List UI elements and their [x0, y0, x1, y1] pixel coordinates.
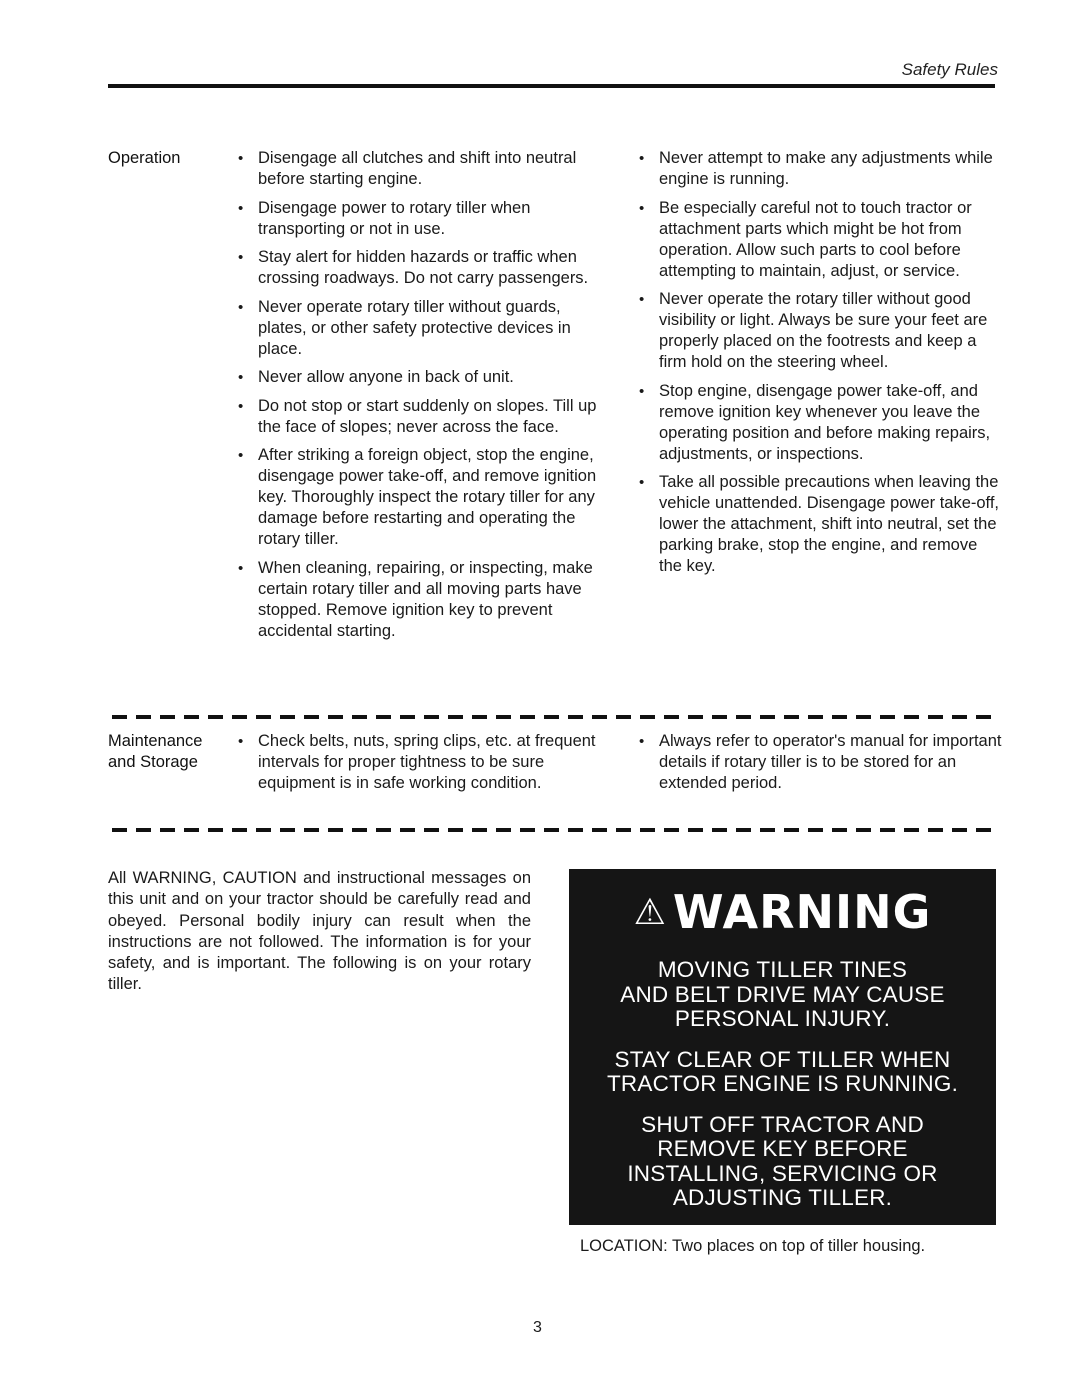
operation-right-list	[637, 148, 1002, 585]
warning-decal	[569, 869, 996, 1225]
list-item: • Never attempt to make any adjustments while engine is running.	[637, 148, 1002, 190]
list-item: • Never allow anyone in back of unit.	[236, 367, 598, 388]
list-item: • Take all possible precautions when leaving the vehicle unattended. Disengage power take-off, lower the attachment, shift into neutral, set the parking brake, stop the engine, and remove the key.	[637, 472, 1002, 577]
maintenance-left-list	[236, 731, 598, 802]
operation-label: Operation	[108, 149, 181, 167]
page-header-title: Safety Rules	[901, 60, 998, 79]
list-item: • Never operate rotary tiller without guards, plates, or other safety protective devices in place.	[236, 297, 598, 360]
list-item: • Disengage power to rotary tiller when transporting or not in use.	[236, 198, 598, 240]
section-divider	[112, 715, 992, 719]
list-item: • Stay alert for hidden hazards or traffic when crossing roadways. Do not carry passengers.	[236, 247, 598, 289]
list-item: • Always refer to operator's manual for important details if rotary tiller is to be stored for an extended period.	[637, 731, 1002, 794]
intro-paragraph: All WARNING, CAUTION and instructional messages on this unit and on your tractor should be carefully read and obeyed. Personal bodily injury can result when the instructions are not followed. The information is for your safety, and is important. The following is on your rotary tiller.	[108, 869, 531, 994]
warning-message-2: STAY CLEAR OF TILLER WHEN TRACTOR ENGINE IS RUNNING.	[606, 1046, 959, 1096]
operation-left-list	[236, 148, 598, 649]
warning-message-1: MOVING TILLER TINES AND BELT DRIVE MAY CAUSE PERSONAL INJURY.	[620, 957, 945, 1031]
list-item: • Check belts, nuts, spring clips, etc. at frequent intervals for proper tightness to be sure equipment is in safe working condition.	[236, 731, 598, 794]
list-item: • Be especially careful not to touch tractor or attachment parts which might be hot from operation. Allow such parts to cool before attempting to maintain, adjust, or service.	[637, 198, 1002, 282]
list-item: • After striking a foreign object, stop the engine, disengage power take-off, and remove ignition key. Thoroughly inspect the rotary tiller for any damage before restarting and operating the rotary tiller.	[236, 445, 598, 550]
warning-heading: WARNING	[672, 885, 932, 939]
maintenance-label: Maintenance and Storage	[108, 732, 203, 771]
warning-heading-row	[569, 887, 996, 938]
warning-message-3: SHUT OFF TRACTOR AND REMOVE KEY BEFORE INSTALLING, SERVICING OR ADJUSTING TILLER.	[627, 1111, 938, 1210]
header-rule	[108, 84, 995, 88]
list-item: • Disengage all clutches and shift into neutral before starting engine.	[236, 148, 598, 190]
maintenance-right-list	[637, 731, 1002, 802]
page-number: 3	[533, 1319, 542, 1336]
list-item: • When cleaning, repairing, or inspecting, make certain rotary tiller and all moving parts have stopped. Remove ignition key to prevent accidental starting.	[236, 558, 598, 642]
list-item: • Stop engine, disengage power take-off, and remove ignition key whenever you leave the operating position and before making repairs, adjustments, or inspections.	[637, 381, 1002, 465]
list-item: • Do not stop or start suddenly on slopes. Till up the face of slopes; never across the face.	[236, 396, 598, 438]
section-divider	[112, 828, 992, 832]
list-item: • Never operate the rotary tiller without good visibility or light. Always be sure your feet are properly placed on the footrests and keep a firm hold on the steering wheel.	[637, 289, 1002, 373]
warning-triangle-icon: ⚠	[633, 892, 667, 933]
location-note: LOCATION: Two places on top of tiller housing.	[580, 1237, 926, 1255]
